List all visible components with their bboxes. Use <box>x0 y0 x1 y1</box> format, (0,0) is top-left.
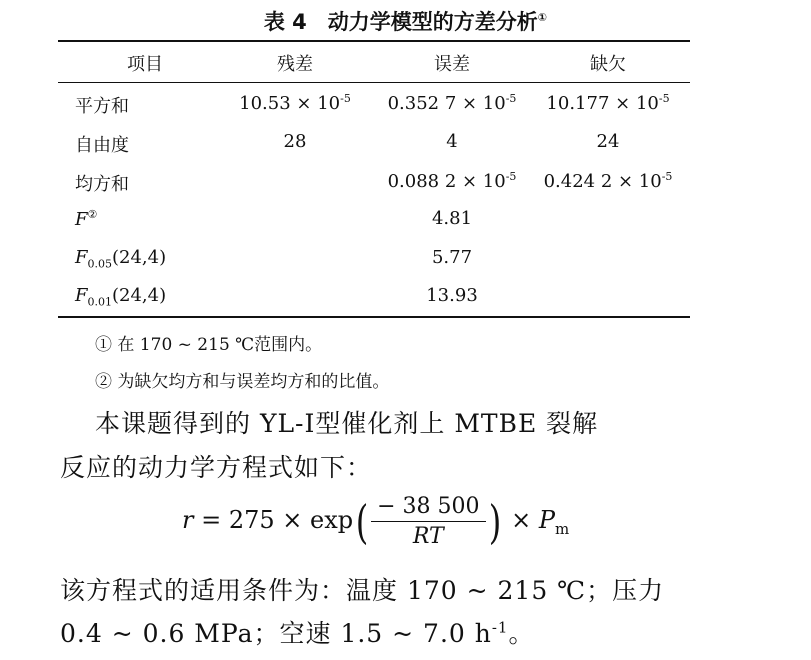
right-paren: ) <box>488 494 501 549</box>
row-label-mean-square: 均方和 <box>75 174 129 195</box>
equation-p: P <box>538 506 555 534</box>
table-cell: 28 <box>283 131 307 152</box>
table-caption-text: 表 4 动力学模型的方差分析 <box>263 10 538 34</box>
rate-equation <box>182 494 569 549</box>
fraction-numerator: − 38 500 <box>371 494 485 522</box>
header-item: 项目 <box>127 54 163 75</box>
table-header-rule <box>58 82 690 83</box>
table-cell: 4 <box>446 131 458 152</box>
row-label-f001: $F_{0.01}(24,4)$ <box>75 285 167 309</box>
paragraph-2-line-2: 0.4 ~ 0.6 MPa；空速 1.5 ~ 7.0 $h^{-1}$。 <box>60 618 535 648</box>
equation-times: × <box>503 506 539 534</box>
header-error: 误差 <box>434 54 470 75</box>
table-note-2: ② 为缺欠均方和与误差均方和的比值。 <box>95 372 390 392</box>
equation-p-sub: m <box>554 519 570 538</box>
table-cell: 5.77 <box>431 247 473 268</box>
fraction-denominator: RT <box>412 524 444 549</box>
equation-exp: = 275 × exp <box>193 506 354 534</box>
caption-footnote-mark: ① <box>537 11 548 24</box>
table-cell: $10.53 \times 10^{-5}$ <box>239 92 351 114</box>
table-cell: 4.81 <box>431 208 473 229</box>
left-paren: ( <box>355 494 369 549</box>
row-label-f005: $F_{0.05}(24,4)$ <box>75 247 167 271</box>
table-cell: 13.93 <box>426 285 478 306</box>
paragraph-2-line-1: 该方程式的适用条件为：温度 170 ~ 215 ℃；压力 <box>60 576 665 605</box>
paragraph-1-line-1: 本课题得到的 YL-Ⅰ型催化剂上 MTBE 裂解 <box>95 409 599 438</box>
table-cell: 0.088 $2 \times 10^{-5}$ <box>387 170 517 192</box>
equation-lhs: r <box>182 506 194 534</box>
row-label-sum-squares: 平方和 <box>75 96 129 117</box>
header-residual: 残差 <box>277 54 313 75</box>
row-label-f: F② <box>75 208 98 230</box>
table-caption <box>0 6 811 36</box>
table-cell: 0.424 $2 \times 10^{-5}$ <box>543 170 673 192</box>
table-bottom-rule <box>58 316 690 318</box>
row-label-dof: 自由度 <box>75 135 129 156</box>
header-lack: 缺欠 <box>590 54 626 75</box>
table-cell: $10.177 \times 10^{-5}$ <box>546 92 670 114</box>
table-cell: 0.352 $7 \times 10^{-5}$ <box>387 92 517 114</box>
table-top-rule <box>58 40 690 42</box>
paragraph-1-line-2: 反应的动力学方程式如下： <box>60 453 373 482</box>
table-cell: 24 <box>596 131 620 152</box>
table-note-1: ① 在 170 ~ 215 ℃范围内。 <box>95 335 323 355</box>
equation-fraction <box>371 494 485 549</box>
